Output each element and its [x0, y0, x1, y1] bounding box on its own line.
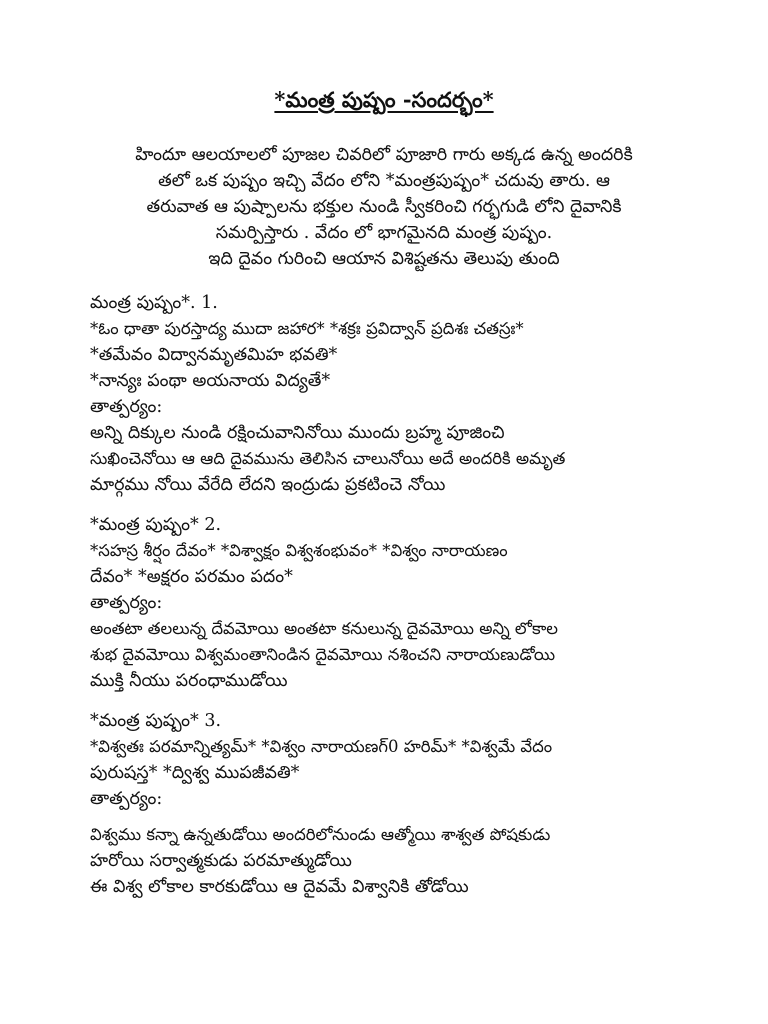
- meaning-line: ముక్తి నీయు పరంధాముడోయి: [90, 671, 288, 691]
- verse-line: *విశ్వతః పరమాన్నిత్యమ్* *విశ్వం నారాయణగ్0 హరిమ్* *విశ్వమే వేదం: [90, 737, 553, 756]
- meaning-line: ఈ విశ్వ లోకాల కారకుడోయి ఆ దైవమే విశ్వానికి తోడోయి: [90, 877, 469, 897]
- meaning-label: తాత్పర్యం:: [90, 593, 163, 613]
- document-title: *మంత్ర పుష్పం -సందర్భం*: [274, 87, 494, 112]
- mantra-section-2: [90, 512, 678, 694]
- spacer: [90, 812, 678, 822]
- intro-line: హిందూ ఆలయాలలో పూజల చివరిలో పూజారి గారు అక్కడ ఉన్న అందరికి: [135, 145, 633, 165]
- intro-paragraph: [90, 142, 678, 272]
- section-heading: మంత్ర పుష్పం*. 1.: [90, 293, 218, 313]
- meaning-line: అంతటా తలలున్న దేవమోయి అంతటా కనులున్న దైవమోయి అన్ని లోకాల: [90, 619, 558, 638]
- verse-line: దేవం* *అక్షరం పరమం పదం*: [90, 567, 293, 587]
- meaning-line: సుఖించెనోయి ఆ ఆది దైవమును తెలిసిన చాలునోయి అదే అందరికి అమృత: [90, 449, 566, 468]
- verse-line: పురుషస్త* *ద్విశ్వ ముపజీవతి*: [90, 763, 300, 783]
- meaning-label: తాత్పర్యం:: [90, 397, 163, 417]
- verse-line: *తమేవం విద్వానమృతమిహ భవతి*: [90, 345, 338, 365]
- verse-line: *సహస్ర శీర్షం దేవం* *విశ్వాక్షం విశ్వశంభువం* *విశ్వం నారాయణం: [90, 541, 508, 560]
- meaning-line: శుభ దైవమోయి విశ్వమంతానిండిన దైవమోయి నశించని నారాయణుడోయి: [90, 645, 556, 664]
- intro-line: సమర్పిస్తారు . వేదం లో భాగమైనది మంత్ర పుష్పం.: [215, 223, 553, 243]
- intro-line: ఇది దైవం గురించి ఆయాన విశిష్టతను తెలుపు తుంది: [208, 249, 560, 269]
- verse-line: *నాన్యః పంథా అయనాయ విద్యతే*: [90, 371, 331, 391]
- mantra-section-3: [90, 708, 678, 900]
- meaning-line: విశ్వము కన్నా ఉన్నతుడోయి అందరిలోనుండు ఆత్మోయి శాశ్వత పోషకుడు: [90, 825, 551, 844]
- intro-line: తరువాత ఆ పుష్పాలను భక్తుల నుండి స్వీకరించి గర్భగుడి లోని దైవానికి: [146, 197, 622, 217]
- verse-line: *ఓం ధాతా పురస్తాద్య ముదా జహార* *శక్రః ప్రవిద్వాన్ ప్రదిశః చతస్రః*: [90, 319, 524, 338]
- mantra-section-1: [90, 290, 678, 498]
- meaning-line: అన్ని దిక్కుల నుండి రక్షించువానినోయి ముందు బ్రహ్మ పూజించి: [90, 423, 505, 443]
- meaning-line: మార్గము నోయి వేరేది లేదని ఇంద్రుడు ప్రకటించె నోయి: [90, 475, 446, 495]
- section-heading: *మంత్ర పుష్పం* 2.: [90, 515, 222, 535]
- section-heading: *మంత్ర పుష్పం* 3.: [90, 711, 222, 731]
- intro-line: తలో ఒక పుష్పం ఇచ్చి వేదం లోని *మంత్రపుష్పం* చదువు తారు. ఆ: [158, 171, 610, 191]
- meaning-label: తాత్పర్యం:: [90, 789, 163, 809]
- meaning-line: హరోయి సర్వాత్మకుడు పరమాత్ముడోయి: [90, 851, 352, 871]
